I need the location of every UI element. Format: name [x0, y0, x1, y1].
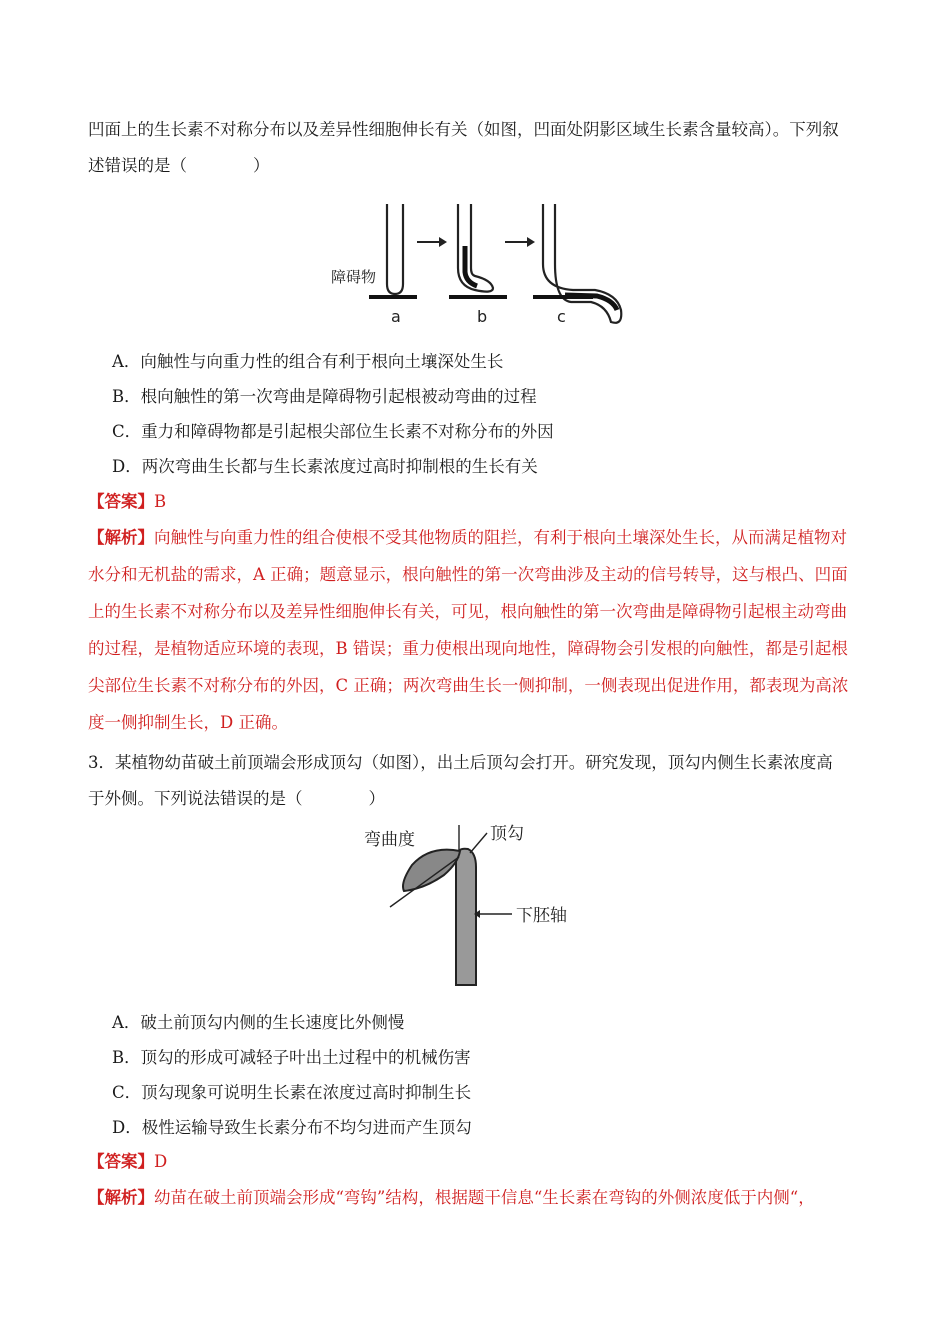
hypocotyl-shape — [456, 849, 476, 985]
root-c-shape — [543, 204, 621, 323]
bend-angle-label: 弯曲度 — [364, 830, 415, 850]
q3-answer-tag: 【答案】 — [88, 1152, 154, 1171]
q3-answer-value: D — [154, 1152, 168, 1171]
q3-option-b: B．顶勾的形成可减轻子叶出土过程中的机械伤害 — [112, 1048, 471, 1067]
q3-hook-figure — [360, 815, 600, 990]
arrow-1-head — [439, 237, 447, 247]
hypocotyl-label: 下胚轴 — [516, 906, 567, 926]
q3-stem-line2: 于外侧。下列说法错误的是（ ） — [88, 789, 385, 808]
q2-analysis-line6: 度一侧抑制生长，D 正确。 — [88, 713, 288, 732]
q3-option-c: C．顶勾现象可说明生长素在浓度过高时抑制生长 — [112, 1083, 472, 1102]
arrow-2-head — [527, 237, 535, 247]
q2-option-c: C．重力和障碍物都是引起根尖部位生长素不对称分布的外因 — [112, 422, 554, 441]
q2-stem-line2: 述错误的是（ ） — [88, 156, 270, 175]
q2-root-figure — [325, 198, 635, 333]
q3-option-a: A．破土前顶勾内侧的生长速度比外侧慢 — [112, 1013, 405, 1032]
q2-option-a: A．向触性与向重力性的组合有利于根向土壤深处生长 — [112, 352, 504, 371]
q3-stem-line1: 3．某植物幼苗破土前顶端会形成顶勾（如图），出土后顶勾会打开。研究发现，顶勾内侧生长素浓度高 — [88, 753, 833, 772]
q2-answer-value: B — [154, 492, 167, 511]
q2-analysis-text1: 向触性与向重力性的组合使根不受其他物质的阻拦，有利于根向土壤深处生长，从而满足植物对 — [154, 528, 847, 547]
label-b: b — [477, 307, 488, 326]
apical-hook-pointer — [470, 833, 487, 853]
q3-analysis-line1 — [88, 1186, 815, 1210]
q2-option-b: B．根向触性的第一次弯曲是障碍物引起根被动弯曲的过程 — [112, 387, 537, 406]
q2-option-d: D．两次弯曲生长都与生长素浓度过高时抑制根的生长有关 — [112, 457, 538, 476]
q2-answer-line — [88, 490, 166, 514]
obstacle-label: 障碍物 — [331, 268, 377, 286]
obstacle-bar-a — [369, 295, 417, 299]
q3-answer-line — [88, 1150, 167, 1174]
apical-hook-label: 顶勾 — [490, 824, 524, 844]
q2-analysis-line2: 水分和无机盐的需求，A 正确；题意显示，根向触性的第一次弯曲涉及主动的信号转导，这与根凸、凹面 — [88, 565, 848, 584]
obstacle-bar-b — [449, 295, 507, 299]
label-a: a — [391, 307, 401, 326]
obstacle-bar-c — [533, 295, 593, 299]
root-a-shape — [387, 204, 403, 294]
cotyledon-shape — [403, 850, 460, 891]
q2-analysis-line5: 尖部位生长素不对称分布的外因，C 正确；两次弯曲生长一侧抑制，一侧表现出促进作用，都表现为高浓 — [88, 676, 849, 695]
q2-analysis-tag: 【解析】 — [88, 528, 154, 547]
q3-analysis-tag: 【解析】 — [88, 1188, 154, 1207]
q2-analysis-line3: 上的生长素不对称分布以及差异性细胞伸长有关，可见，根向触性的第一次弯曲是障碍物引起根主动弯曲 — [88, 602, 847, 621]
q2-answer-tag: 【答案】 — [88, 492, 154, 511]
q2-analysis-line4: 的过程，是植物适应环境的表现，B 错误；重力使根出现向地性，障碍物会引发根的向触性，都是引起根 — [88, 639, 848, 658]
q3-analysis-text1: 幼苗在破土前顶端会形成“弯钩”结构，根据题干信息“生长素在弯钩的外侧浓度低于内侧“， — [154, 1188, 815, 1207]
q3-option-d: D．极性运输导致生长素分布不均匀进而产生顶勾 — [112, 1118, 472, 1137]
q2-analysis-line1 — [88, 526, 847, 550]
q2-stem-line1: 凹面上的生长素不对称分布以及差异性细胞伸长有关（如图，凹面处阴影区域生长素含量较高）。下列叙 — [88, 120, 839, 139]
label-c: c — [557, 307, 566, 326]
